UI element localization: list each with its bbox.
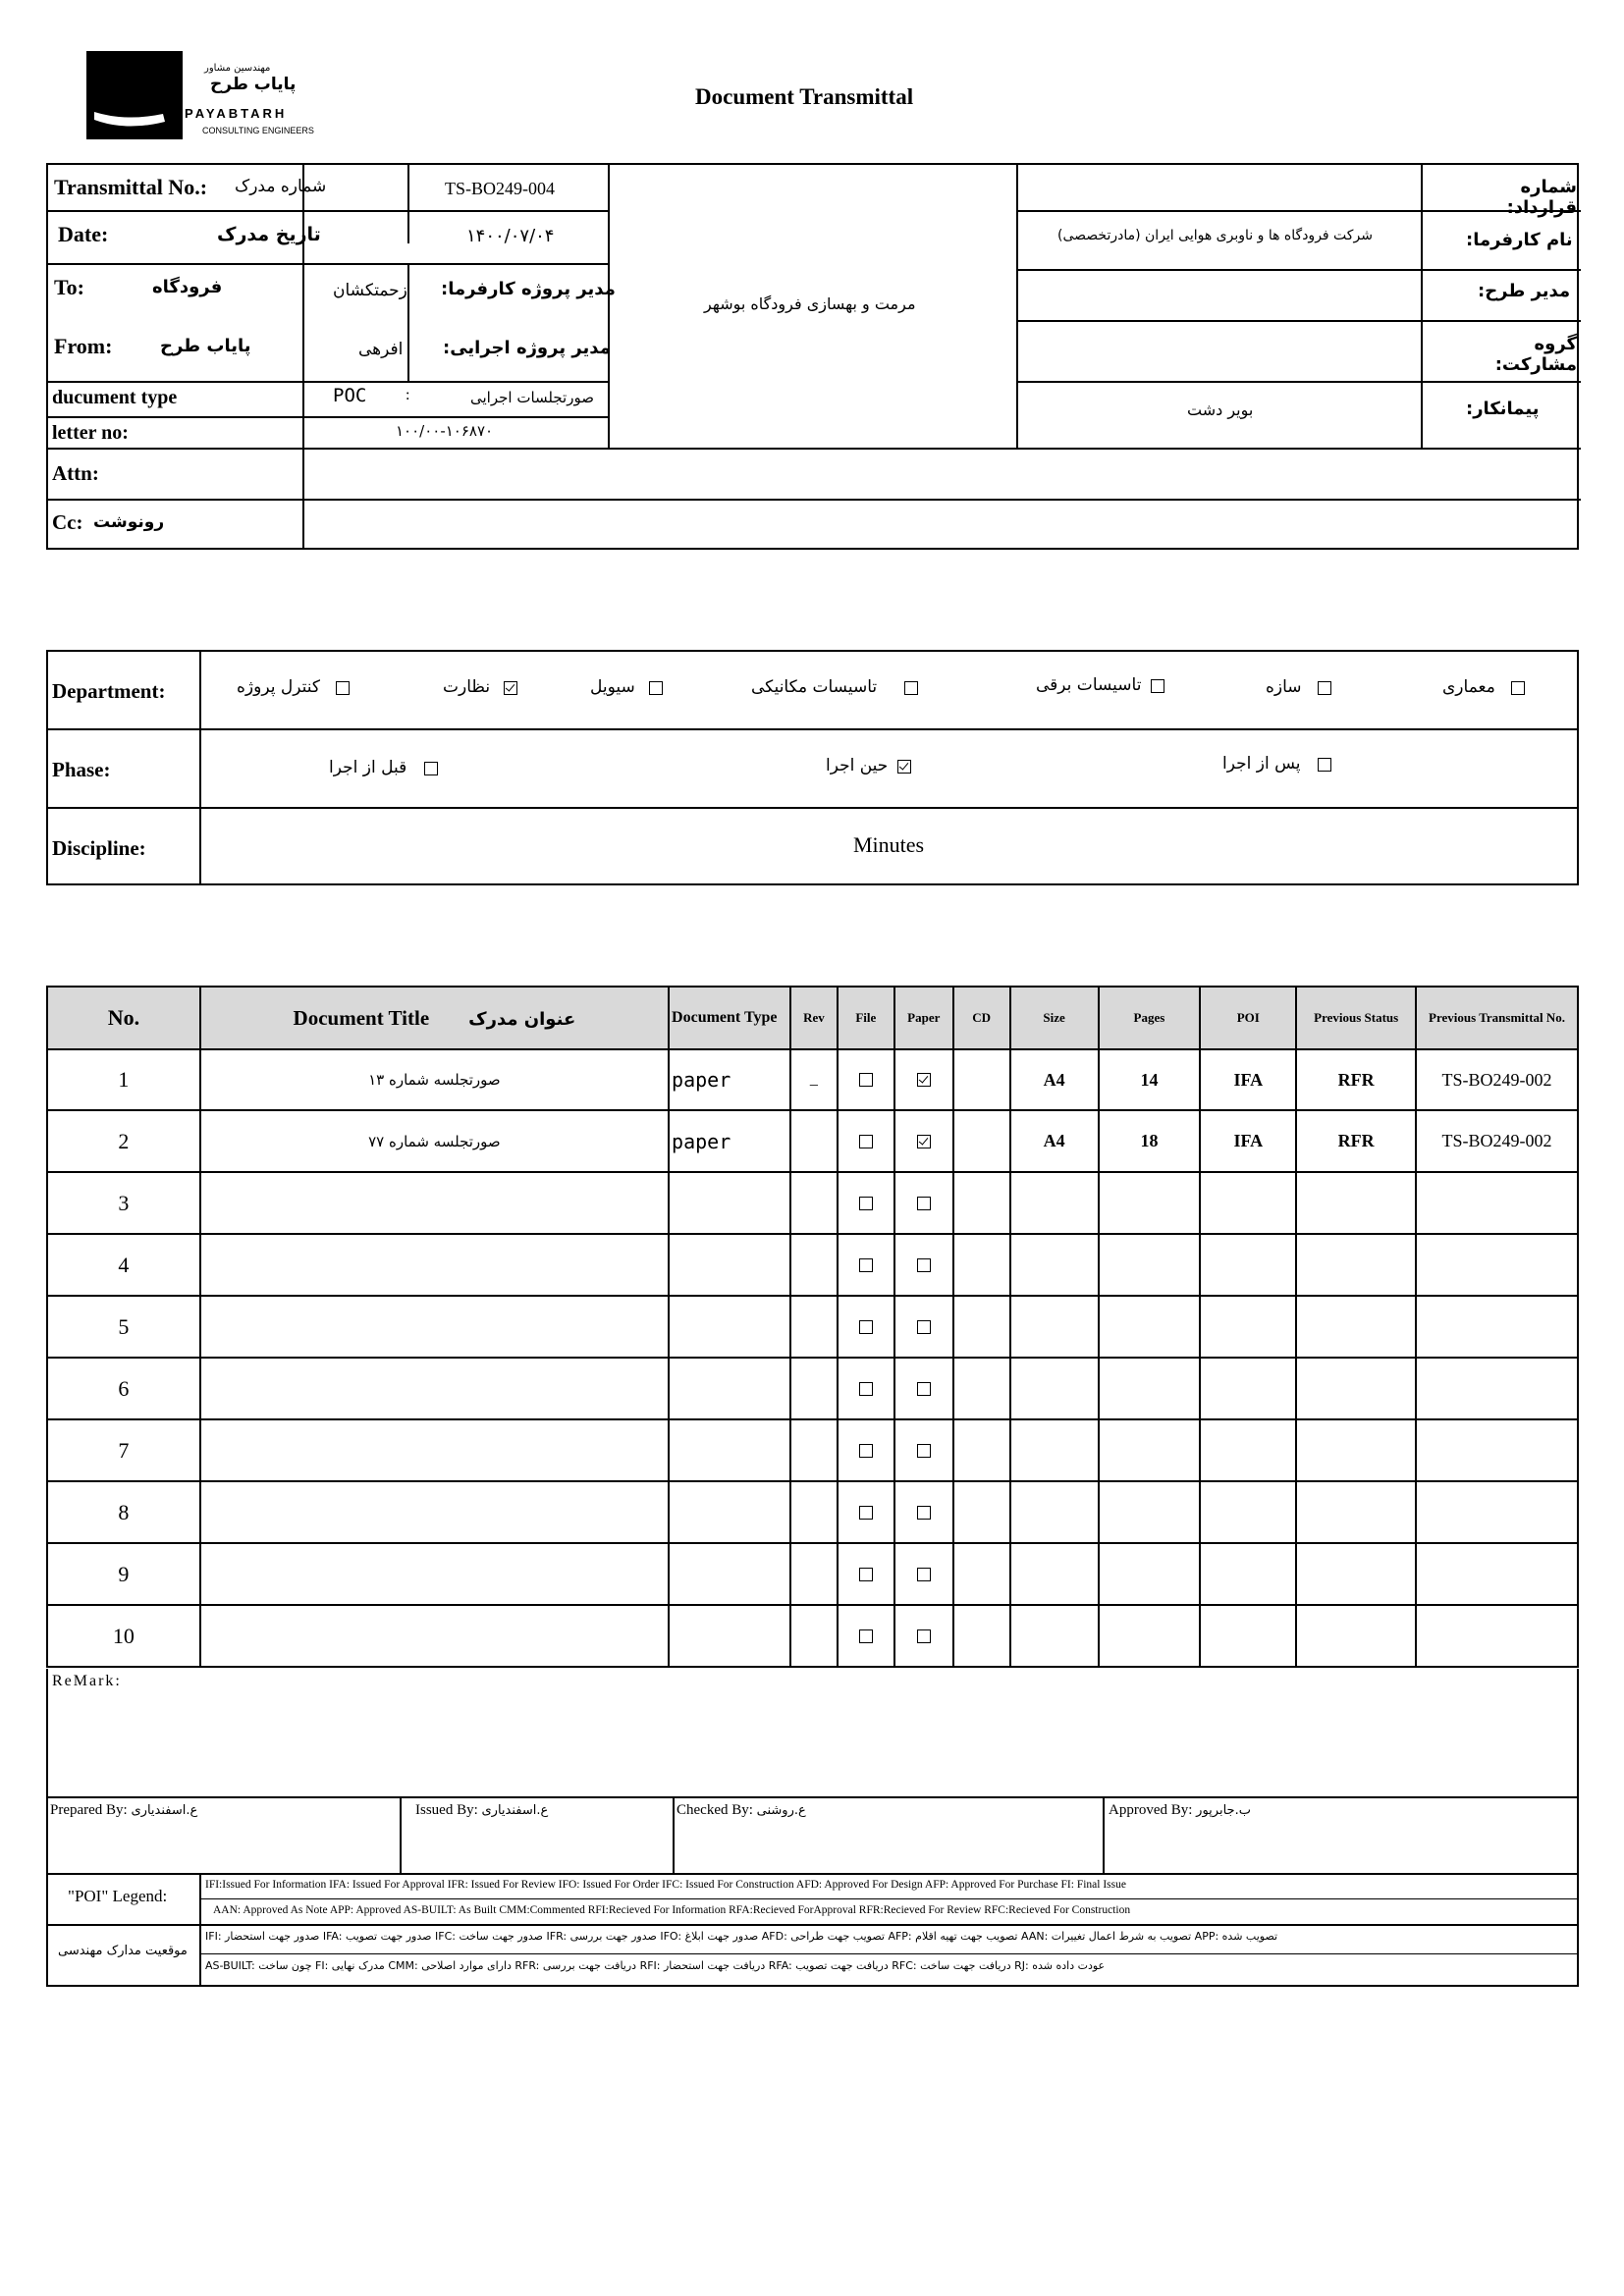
row-cd	[953, 1296, 1010, 1358]
table-row	[47, 1543, 1578, 1605]
header-doc-type: Document Type	[669, 987, 790, 1049]
row-prev-status	[1296, 1358, 1416, 1419]
table-header-row	[47, 987, 1578, 1049]
checkbox-icon[interactable]	[859, 1320, 873, 1334]
row-cd	[953, 1358, 1010, 1419]
contract-no-label: شماره قرارداد:	[1506, 177, 1577, 218]
row-poi: IFA	[1200, 1049, 1296, 1110]
row-no: 3	[47, 1172, 200, 1234]
header-no: No.	[47, 987, 200, 1049]
checkbox-icon[interactable]	[859, 1506, 873, 1520]
checkbox-icon[interactable]	[859, 1382, 873, 1396]
doc-type-value: صورتجلسات اجرایی	[470, 389, 594, 406]
row-cd	[953, 1172, 1010, 1234]
row-paper-checkbox[interactable]	[894, 1296, 953, 1358]
contractor-label: پیمانکار:	[1466, 399, 1540, 419]
checkbox-icon[interactable]	[1151, 679, 1164, 693]
row-prev-transmittal	[1416, 1172, 1578, 1234]
row-prev-status	[1296, 1605, 1416, 1667]
row-size: A4	[1010, 1110, 1099, 1172]
row-pages	[1099, 1296, 1201, 1358]
row-title	[200, 1296, 669, 1358]
logo-persian-top: مهندسین مشاور	[204, 63, 271, 74]
phase-option-after[interactable]: پس از اجرا	[1222, 754, 1331, 774]
row-title	[200, 1543, 669, 1605]
project-name: مرمت و بهسازی فرودگاه بوشهر	[704, 294, 916, 313]
discipline-value: Minutes	[853, 832, 925, 857]
checkbox-icon[interactable]	[904, 681, 918, 695]
checkbox-checked-icon[interactable]	[917, 1135, 931, 1148]
table-row	[47, 1419, 1578, 1481]
logo-latin-name: PAYABTARH	[185, 106, 288, 121]
row-cd	[953, 1049, 1010, 1110]
row-prev-transmittal	[1416, 1481, 1578, 1543]
logo-mark-icon	[86, 51, 183, 139]
row-prev-transmittal	[1416, 1605, 1578, 1667]
row-pages	[1099, 1481, 1201, 1543]
footer-block	[46, 1669, 1579, 1987]
row-pages	[1099, 1605, 1201, 1667]
to-role-label: مدیر پروژه کارفرما:	[441, 279, 616, 299]
row-size	[1010, 1358, 1099, 1419]
to-label: To:	[54, 275, 84, 299]
row-prev-transmittal	[1416, 1234, 1578, 1296]
header-poi: POI	[1200, 987, 1296, 1049]
checkbox-checked-icon[interactable]	[917, 1073, 931, 1087]
row-no: 10	[47, 1605, 200, 1667]
row-prev-status	[1296, 1172, 1416, 1234]
checkbox-icon[interactable]	[859, 1258, 873, 1272]
date-fa-label: تاریخ مدرک	[217, 224, 321, 245]
row-doc-type: paper	[669, 1110, 790, 1172]
logo-latin-sub: CONSULTING ENGINEERS	[202, 126, 314, 135]
row-rev: _	[790, 1049, 838, 1110]
page-title: Document Transmittal	[695, 84, 914, 109]
row-doc-type	[669, 1234, 790, 1296]
header-block: Transmittal No.: شماره مدرک TS-BO249-004 Date: تاریخ مدرک ۱۴۰۰/۰۷/۰۴ To: فرودگاه زحمتکشان مدیر پروژه کارفرما: From: پایاب طرح افرهی مدیر پروژه اجرایی: ducument type POC : صورتجلسات اجرایی letter no: ۱۰۰/۰۰-۱۰۶۸۷۰ مرمت و بهسازی فرودگاه بوشهر شماره قرارداد: شرکت فرودگاه ها و ناوبری هوایی ایران (مادرتخصصی) نام کارفرما: مدیر طرح: گروه مشارکت: بویر دشت پیمانکار: Attn: Cc: رونوشت	[46, 163, 1579, 550]
row-prev-status	[1296, 1234, 1416, 1296]
row-no: 4	[47, 1234, 200, 1296]
phase-option-before[interactable]: قبل از اجرا	[329, 758, 438, 777]
row-doc-type	[669, 1481, 790, 1543]
row-pages: 14	[1099, 1049, 1201, 1110]
checkbox-icon[interactable]	[917, 1629, 931, 1643]
cc-fa-label: رونوشت	[93, 512, 165, 532]
fa-legend-line1: IFI: صدور جهت استحضار IFA: صدور جهت تصویب IFC: صدور جهت ساخت IFR: صدور جهت بررسی IFO: صدور جهت ابلاغ AFD: تصویب جهت طراحی AFP: تصویب جهت تهیه اقلام AAN: تصویب به شرط اعمال تغییرات APP: تصویب شده	[205, 1930, 1278, 1943]
checkbox-icon[interactable]	[1511, 681, 1525, 695]
checkbox-icon[interactable]	[917, 1197, 931, 1210]
row-prev-transmittal	[1416, 1419, 1578, 1481]
row-doc-type	[669, 1605, 790, 1667]
row-doc-type: paper	[669, 1049, 790, 1110]
row-title	[200, 1234, 669, 1296]
header-prev-status: Previous Status	[1296, 987, 1416, 1049]
checkbox-icon[interactable]	[859, 1444, 873, 1458]
row-title	[200, 1172, 669, 1234]
row-paper-checkbox[interactable]	[894, 1049, 953, 1110]
table-row	[47, 1049, 1578, 1110]
poi-legend-label: "POI" Legend:	[68, 1887, 168, 1905]
row-doc-type	[669, 1543, 790, 1605]
row-prev-transmittal	[1416, 1543, 1578, 1605]
row-no: 6	[47, 1358, 200, 1419]
poi-legend-line1: IFI:Issued For Information IFA: Issued For Approval IFR: Issued For Review IFO: Issued For Order IFC: Issued For Construction AFD: Approved For Design AFP: Approved For Purchase FI: Final Issue	[205, 1879, 1126, 1891]
row-poi	[1200, 1296, 1296, 1358]
row-pages: 18	[1099, 1110, 1201, 1172]
row-title	[200, 1605, 669, 1667]
row-cd	[953, 1543, 1010, 1605]
department-option-structure[interactable]: سازه	[1266, 677, 1331, 697]
row-poi	[1200, 1605, 1296, 1667]
to-person: زحمتکشان	[333, 281, 407, 300]
from-label: From:	[54, 334, 113, 358]
row-file-checkbox[interactable]	[838, 1110, 894, 1172]
checkbox-icon[interactable]	[917, 1506, 931, 1520]
row-prev-status: RFR	[1296, 1110, 1416, 1172]
from-role-label: مدیر پروژه اجرایی:	[443, 338, 611, 358]
row-prev-status	[1296, 1543, 1416, 1605]
row-paper-checkbox[interactable]	[894, 1543, 953, 1605]
row-size	[1010, 1543, 1099, 1605]
checkbox-icon[interactable]	[917, 1320, 931, 1334]
checkbox-icon[interactable]	[859, 1073, 873, 1087]
row-poi	[1200, 1419, 1296, 1481]
attn-label: Attn:	[52, 461, 99, 485]
date-value: ۱۴۰۰/۰۷/۰۴	[466, 226, 555, 246]
checkbox-checked-icon[interactable]	[897, 760, 911, 774]
row-file-checkbox[interactable]	[838, 1358, 894, 1419]
row-title	[200, 1419, 669, 1481]
row-rev	[790, 1419, 838, 1481]
table-row	[47, 1172, 1578, 1234]
checkbox-icon[interactable]	[859, 1629, 873, 1643]
row-prev-status	[1296, 1296, 1416, 1358]
checkbox-icon[interactable]	[859, 1197, 873, 1210]
row-cd	[953, 1605, 1010, 1667]
fa-legend-label: موقعیت مدارک مهندسی	[58, 1944, 188, 1958]
logo-persian-name: پایاب طرح	[210, 75, 297, 94]
row-file-checkbox[interactable]	[838, 1419, 894, 1481]
row-rev	[790, 1543, 838, 1605]
transmittal-no-label: Transmittal No.:	[54, 175, 208, 199]
row-pages	[1099, 1234, 1201, 1296]
table-row	[47, 1110, 1578, 1172]
table-row	[47, 1605, 1578, 1667]
phase-option-during[interactable]: حین اجرا	[826, 756, 911, 775]
contractor-value: بویر دشت	[1187, 400, 1254, 419]
row-prev-status	[1296, 1419, 1416, 1481]
doc-type-label: ducument type	[52, 387, 178, 408]
row-pages	[1099, 1358, 1201, 1419]
row-pages	[1099, 1419, 1201, 1481]
checkbox-icon[interactable]	[336, 681, 350, 695]
table-row	[47, 1234, 1578, 1296]
department-option-project-control[interactable]: کنترل پروژه	[237, 677, 350, 697]
row-title	[200, 1358, 669, 1419]
row-paper-checkbox[interactable]	[894, 1605, 953, 1667]
company-logo	[86, 51, 322, 144]
row-paper-checkbox[interactable]	[894, 1172, 953, 1234]
checkbox-icon[interactable]	[1318, 758, 1331, 772]
row-poi	[1200, 1543, 1296, 1605]
prepared-by: Prepared By: ع.اسفندیاری	[50, 1802, 198, 1818]
row-no: 5	[47, 1296, 200, 1358]
row-no: 2	[47, 1110, 200, 1172]
poi-legend-line2: AAN: Approved As Note APP: Approved AS-BUILT: As Built CMM:Commented RFI:Recieved For Information RFA:Recieved ForApproval RFR:Recieved For Review RFC:Recieved For Construction	[213, 1904, 1131, 1916]
row-size	[1010, 1172, 1099, 1234]
checkbox-icon[interactable]	[859, 1568, 873, 1581]
header-prev-transmittal: Previous Transmittal No.	[1416, 987, 1578, 1049]
phase-label: Phase:	[52, 758, 111, 781]
row-poi	[1200, 1481, 1296, 1543]
row-doc-type	[669, 1419, 790, 1481]
remark-label: ReMark:	[52, 1673, 122, 1689]
row-size	[1010, 1419, 1099, 1481]
row-size	[1010, 1234, 1099, 1296]
row-file-checkbox[interactable]	[838, 1049, 894, 1110]
checkbox-icon[interactable]	[917, 1382, 931, 1396]
row-rev	[790, 1296, 838, 1358]
row-size	[1010, 1481, 1099, 1543]
department-label: Department:	[52, 679, 166, 703]
row-pages	[1099, 1543, 1201, 1605]
to-value: فرودگاه	[152, 277, 223, 297]
row-prev-transmittal: TS-BO249-002	[1416, 1110, 1578, 1172]
transmittal-no-fa-label: شماره مدرک	[235, 177, 327, 196]
checkbox-icon[interactable]	[917, 1258, 931, 1272]
department-option-mechanical[interactable]: تاسیسات مکانیکی	[751, 677, 918, 697]
row-title: صورتجلسه شماره ۷۷	[200, 1110, 669, 1172]
row-poi	[1200, 1234, 1296, 1296]
row-cd	[953, 1481, 1010, 1543]
row-rev	[790, 1172, 838, 1234]
row-prev-transmittal	[1416, 1296, 1578, 1358]
row-paper-checkbox[interactable]	[894, 1358, 953, 1419]
header-file: File	[838, 987, 894, 1049]
row-paper-checkbox[interactable]	[894, 1234, 953, 1296]
row-no: 7	[47, 1419, 200, 1481]
table-row	[47, 1358, 1578, 1419]
checkbox-icon[interactable]	[917, 1444, 931, 1458]
row-size: A4	[1010, 1049, 1099, 1110]
letter-no-value: ۱۰۰/۰۰-۱۰۶۸۷۰	[396, 422, 494, 440]
header-pages: Pages	[1099, 987, 1201, 1049]
design-manager-label: مدیر طرح:	[1478, 281, 1571, 301]
row-prev-status	[1296, 1481, 1416, 1543]
approved-by: Approved By: ب.جابرپور	[1109, 1802, 1251, 1818]
date-label: Date:	[58, 222, 109, 246]
checkbox-icon[interactable]	[1318, 681, 1331, 695]
from-value: پایاب طرح	[160, 336, 251, 356]
row-cd	[953, 1234, 1010, 1296]
from-person: افرهی	[358, 340, 404, 359]
table-row	[47, 1296, 1578, 1358]
header-paper: Paper	[894, 987, 953, 1049]
row-title: صورتجلسه شماره ۱۳	[200, 1049, 669, 1110]
department-option-electrical[interactable]: تاسیسات برقی	[1036, 675, 1164, 695]
row-rev	[790, 1234, 838, 1296]
checked-by: Checked By: ع.روشنی	[677, 1802, 806, 1818]
row-size	[1010, 1296, 1099, 1358]
row-poi: IFA	[1200, 1110, 1296, 1172]
checkbox-icon[interactable]	[859, 1135, 873, 1148]
row-file-checkbox[interactable]	[838, 1296, 894, 1358]
department-option-civil[interactable]: سیویل	[590, 677, 663, 697]
department-option-supervision[interactable]: نظارت	[443, 677, 517, 697]
row-doc-type	[669, 1172, 790, 1234]
checkbox-icon[interactable]	[424, 762, 438, 775]
checkbox-checked-icon[interactable]	[504, 681, 517, 695]
row-file-checkbox[interactable]	[838, 1481, 894, 1543]
row-rev	[790, 1358, 838, 1419]
row-file-checkbox[interactable]	[838, 1172, 894, 1234]
row-paper-checkbox[interactable]	[894, 1419, 953, 1481]
header-rev: Rev	[790, 987, 838, 1049]
transmittal-no-value: TS-BO249-004	[445, 179, 555, 198]
row-prev-status: RFR	[1296, 1049, 1416, 1110]
discipline-label: Discipline:	[52, 836, 146, 860]
department-option-architecture[interactable]: معماری	[1442, 677, 1525, 697]
row-prev-transmittal	[1416, 1358, 1578, 1419]
fa-legend-line2: AS-BUILT: چون ساخت FI: مدرک نهایی CMM: دارای موارد اصلاحی RFR: دریافت جهت بررسی RFI: دریافت جهت استحضار RFA: دریافت جهت تصویب RFC: دریافت جهت ساخت RJ: عودت داده شده	[205, 1959, 1106, 1972]
row-doc-type	[669, 1296, 790, 1358]
employer-value: شرکت فرودگاه ها و ناوبری هوایی ایران (مادرتخصصی)	[1057, 228, 1373, 243]
row-file-checkbox[interactable]	[838, 1543, 894, 1605]
row-title	[200, 1481, 669, 1543]
row-doc-type	[669, 1358, 790, 1419]
row-prev-transmittal: TS-BO249-002	[1416, 1049, 1578, 1110]
checkbox-icon[interactable]	[917, 1568, 931, 1581]
row-paper-checkbox[interactable]	[894, 1110, 953, 1172]
header-cd: CD	[953, 987, 1010, 1049]
employer-label: نام کارفرما:	[1466, 230, 1573, 250]
row-poi	[1200, 1358, 1296, 1419]
partnership-label: گروه مشارکت:	[1494, 334, 1577, 375]
row-no: 1	[47, 1049, 200, 1110]
row-no: 8	[47, 1481, 200, 1543]
letter-no-label: letter no:	[52, 422, 129, 444]
row-no: 9	[47, 1543, 200, 1605]
row-pages	[1099, 1172, 1201, 1234]
doc-type-code: POC	[333, 385, 367, 406]
documents-table	[46, 986, 1579, 1668]
classification-block	[46, 650, 1579, 885]
row-rev	[790, 1110, 838, 1172]
cc-label: Cc:	[52, 510, 83, 534]
row-file-checkbox[interactable]	[838, 1234, 894, 1296]
issued-by: Issued By: ع.اسفندیاری	[415, 1802, 549, 1818]
table-row	[47, 1481, 1578, 1543]
row-file-checkbox[interactable]	[838, 1605, 894, 1667]
row-size	[1010, 1605, 1099, 1667]
checkbox-icon[interactable]	[649, 681, 663, 695]
row-poi	[1200, 1172, 1296, 1234]
row-rev	[790, 1481, 838, 1543]
row-cd	[953, 1110, 1010, 1172]
header-size: Size	[1010, 987, 1099, 1049]
row-cd	[953, 1419, 1010, 1481]
row-paper-checkbox[interactable]	[894, 1481, 953, 1543]
row-rev	[790, 1605, 838, 1667]
header-title: Document Title عنوان مدرک	[200, 987, 669, 1049]
